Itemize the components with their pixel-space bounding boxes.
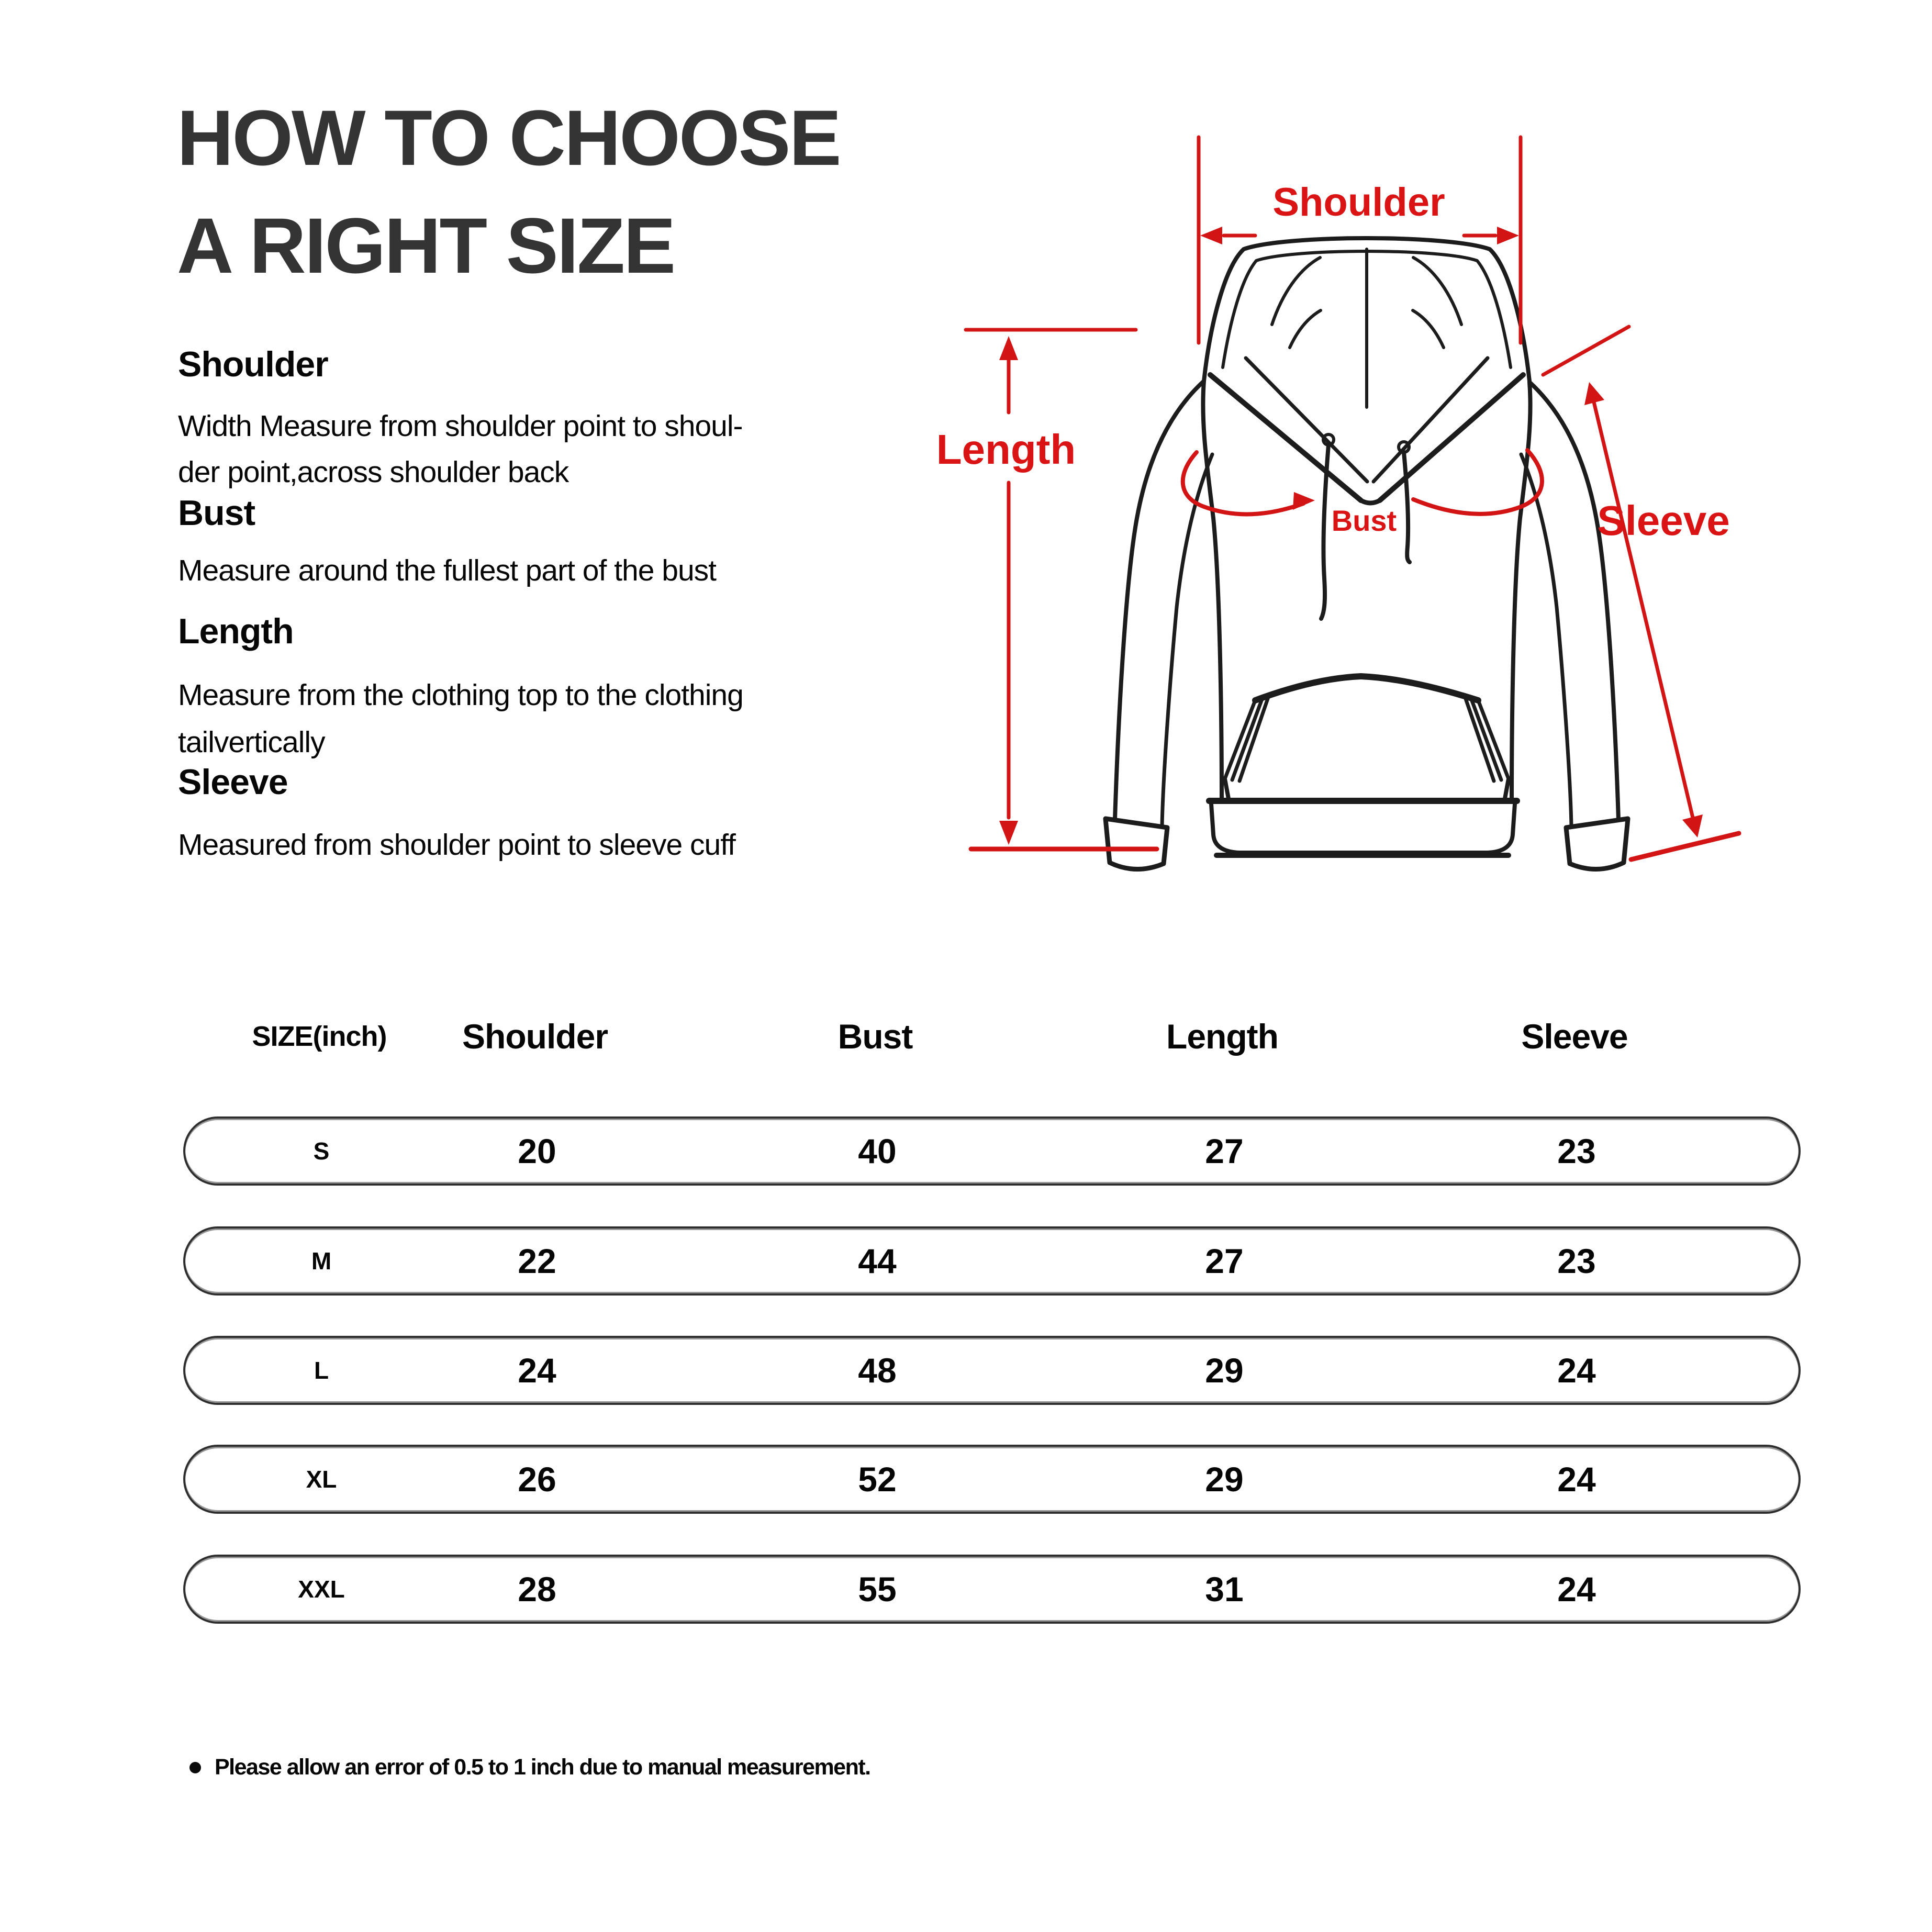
sleeve-bottom-tick: [1631, 833, 1739, 859]
sleeve-value: 24: [1557, 1351, 1596, 1390]
bust-value: 44: [858, 1242, 897, 1280]
hoodie-measurement-diagram: [916, 79, 1911, 942]
page-title: [177, 84, 840, 299]
definition-line: der point,across shoulder back: [178, 455, 569, 489]
body-right-edge: [1512, 382, 1531, 801]
bullet-icon: [189, 1762, 201, 1773]
page-title-line2: A RIGHT SIZE: [177, 202, 675, 289]
bust-value: 52: [858, 1460, 897, 1499]
size-label: XL: [306, 1466, 337, 1493]
sleeve-value: 24: [1557, 1570, 1596, 1609]
sleeve-left-outer: [1115, 381, 1204, 820]
sleeve-right-inner: [1521, 454, 1571, 826]
bust-arrow-icon: [1293, 492, 1315, 510]
size-table-row-xxl: [183, 1555, 1801, 1624]
length-value: 27: [1205, 1132, 1244, 1170]
hood-fold-left-2: [1290, 310, 1321, 348]
length-value: 29: [1205, 1460, 1244, 1499]
size-table-header: [183, 1008, 1801, 1065]
diagram-label-length: Length: [936, 426, 1076, 473]
length-value: 27: [1205, 1242, 1244, 1280]
size-table-row-m: [183, 1226, 1801, 1296]
measurement-note-text: Please allow an error of 0.5 to 1 inch due to manual measurement.: [215, 1755, 870, 1780]
sleeve-arrow-up-icon: [1584, 382, 1604, 405]
pocket-top-edge: [1255, 676, 1478, 700]
size-label: L: [314, 1357, 329, 1384]
size-label: XXL: [298, 1576, 345, 1603]
shoulder-value: 26: [518, 1460, 556, 1499]
definition-line: tailvertically: [178, 725, 325, 759]
diagram-label-bust: Bust: [1331, 504, 1397, 537]
measurement-note: [189, 1755, 870, 1780]
drawstring-right: [1404, 452, 1410, 562]
hood-v-right-outer: [1380, 375, 1523, 500]
size-label: S: [313, 1137, 330, 1165]
hood-fold-right-2: [1413, 310, 1444, 348]
length-value: 29: [1205, 1351, 1244, 1390]
pocket-right-trim: [1465, 696, 1509, 781]
hem-band: [1211, 804, 1515, 853]
cuff-left: [1105, 819, 1167, 869]
column-header-size: SIZE(inch): [252, 1021, 387, 1052]
sleeve-top-tick: [1543, 327, 1629, 375]
bust-value: 55: [858, 1570, 897, 1609]
definition-line: Width Measure from shoulder point to shoul-: [178, 409, 743, 443]
definition-line: Measure around the fullest part of the bust: [178, 554, 716, 587]
hoodie-outline: [1105, 238, 1628, 869]
size-table-row-xl: [183, 1445, 1801, 1514]
length-value: 31: [1205, 1570, 1244, 1609]
column-header-bust: Bust: [837, 1017, 913, 1056]
column-header-length: Length: [1166, 1017, 1278, 1056]
shoulder-arrow-right-icon: [1497, 227, 1519, 244]
definition-term-sleeve: Sleeve: [178, 762, 288, 802]
size-table-row-s: [183, 1116, 1801, 1186]
sleeve-left-inner: [1162, 454, 1212, 826]
sleeve-value: 23: [1557, 1242, 1596, 1280]
shoulder-arrow-left-icon: [1200, 227, 1222, 244]
shoulder-value: 24: [518, 1351, 556, 1390]
bust-value: 40: [858, 1132, 897, 1170]
diagram-label-shoulder: Shoulder: [1272, 180, 1445, 225]
definition-term-length: Length: [178, 611, 294, 651]
definition-term-shoulder: Shoulder: [178, 344, 328, 384]
shoulder-value: 28: [518, 1570, 556, 1609]
measurement-annotations: [936, 137, 1739, 859]
bust-value: 48: [858, 1351, 897, 1390]
hood-v-bottom: [1361, 500, 1380, 503]
shoulder-value: 22: [518, 1242, 556, 1280]
column-header-shoulder: Shoulder: [462, 1017, 608, 1056]
page-title-line1: HOW TO CHOOSE: [177, 94, 840, 182]
shoulder-value: 20: [518, 1132, 556, 1170]
definition-term-bust: Bust: [178, 493, 255, 533]
definition-line: Measure from the clothing top to the clothing: [178, 678, 743, 712]
pocket-left-trim: [1225, 696, 1269, 781]
sleeve-value: 24: [1557, 1460, 1596, 1499]
hood-v-left-outer: [1210, 375, 1361, 500]
cuff-right: [1566, 819, 1628, 869]
sleeve-arrow-down-icon: [1682, 814, 1703, 837]
diagram-label-sleeve: Sleeve: [1597, 497, 1730, 544]
definition-line: Measured from shoulder point to sleeve cuff: [178, 828, 735, 862]
sleeve-value: 23: [1557, 1132, 1596, 1170]
length-arrow-down-icon: [999, 821, 1018, 845]
size-label: M: [311, 1247, 332, 1275]
body-left-edge: [1203, 381, 1222, 801]
column-header-sleeve: Sleeve: [1521, 1017, 1628, 1056]
size-table-row-l: [183, 1336, 1801, 1405]
